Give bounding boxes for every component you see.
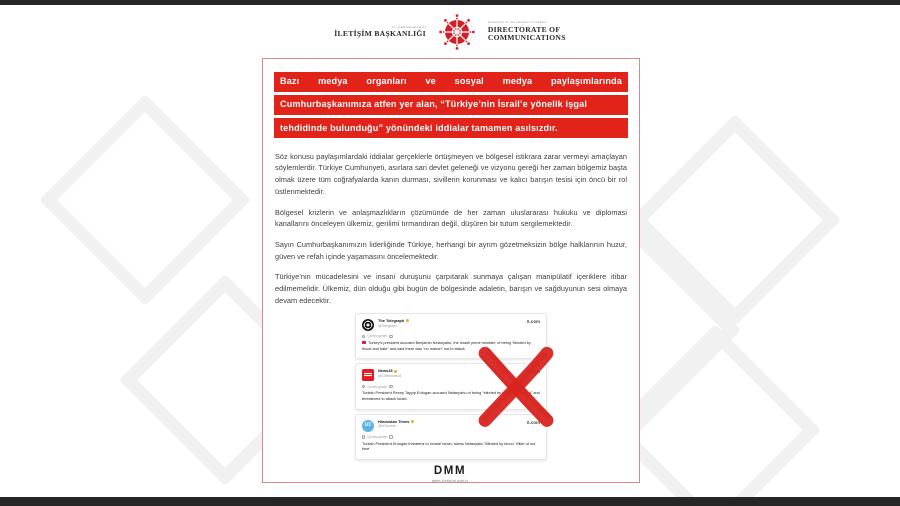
- tweet-source-label: X.com: [526, 419, 540, 425]
- hindustan-times-logo-icon: [362, 420, 374, 432]
- globe-icon: [389, 335, 392, 338]
- letterbox-bar-bottom: [0, 497, 900, 506]
- tweet-display-name: The Telegraph: [378, 319, 517, 323]
- logo-right-name-line1: DIRECTORATE OF: [487, 24, 561, 34]
- globe-icon: [389, 435, 392, 438]
- logo-right-name: [488, 26, 566, 42]
- tweet-card: [355, 414, 547, 460]
- tweet-body-text: Turkey's president accused Benjamin Netanyahu, the Israeli prime minister, of being “blinded by blood and hate” and said there was “no reason” not to attack: [362, 340, 531, 351]
- headline-word: Bazı: [280, 76, 300, 87]
- statement-paragraph: Sayın Cumhurbaşkanımızın liderliğinde Türkiye, herhangi bir ayrım gözetmeksizin bölge halklarının huzur, güven ve refah içinde yaşamasını öncelemektedir.: [275, 239, 627, 261]
- tweet-display-name: Hindustan Times: [378, 420, 517, 424]
- headline-word: medya: [318, 76, 348, 87]
- globe-icon: [362, 435, 365, 438]
- translate-label: Çeviriyi göster: [367, 435, 388, 440]
- ht-monogram: HT: [364, 423, 372, 429]
- headline-line-3: tehdidinde bulunduğu” yönündeki iddialar tamamen asılsızdır.: [274, 118, 628, 138]
- translate-label: Çeviriyi göster: [367, 334, 388, 339]
- headline-word: medya: [502, 76, 533, 87]
- statement-paragraph: Söz konusu paylaşımlardaki iddialar gerçeklerle örtüşmeyen ve bölgesel istikrara zarar vermeyi amaçlayan söylemlerdir. Türkiye Cumhuriyeti, asırlara sari devlet geleneği ve vizyonu gereği her zaman bölgemiz başta olmak üzere tüm coğrafyalarda kanın durması, sivillerin korunması ve kalıcı barışın tesisi için öncü bir rol üstlenmektedir.: [275, 151, 627, 197]
- letterbox-bar-top: [0, 0, 900, 5]
- dmm-url: dmm.iletisim.gov.tr: [431, 479, 469, 483]
- watermark-chevron: [39, 94, 251, 306]
- verified-badge-icon: [406, 319, 409, 322]
- tweet-source-label: X.com: [526, 318, 540, 324]
- tweet-handle: @CNNnews18: [378, 374, 402, 379]
- tweet-translate-row[interactable]: [362, 334, 540, 338]
- tweet-account: [378, 319, 517, 328]
- tweet-header: [362, 420, 540, 432]
- turkish-presidency-sun-emblem-icon: [437, 12, 477, 52]
- headline-line-2: Cumhurbaşkanımıza atfen yer alan, “Türkiye’nin İsrail’e yönelik işgal: [274, 95, 628, 115]
- statement-paragraph: Bölgesel krizlerin ve anlaşmazlıkların çözümünde de her zaman uluslararası hukuku ve diplomasi kanallarını önceleyen ülkemiz, gerilimi tırmandıran değil, düşüren bir tutum sergilemektedir.: [275, 207, 627, 229]
- tweet-handle: @htTweets: [378, 424, 396, 429]
- watermark-chevron: [629, 114, 841, 326]
- tweet-account: [378, 369, 517, 378]
- logo-right-superscript: PRESIDENCY OF THE REPUBLIC OF TÜRKİYE: [487, 21, 547, 25]
- globe-icon: [362, 335, 365, 338]
- tweet-source-label: X.com: [526, 369, 540, 375]
- statement-body: [263, 142, 639, 307]
- breaking-news-bullet-icon: [362, 341, 366, 344]
- tweet-translate-row[interactable]: [362, 435, 540, 439]
- globe-icon: [362, 385, 365, 388]
- tweet-body-text: Turkish President Recep Tayyip Erdogan accused Netanyahu of being “blinded by blood and hatred” and threatened to attack Israel.: [362, 391, 540, 401]
- headline-word: ve: [425, 76, 436, 87]
- logo-left-name: İLETİŞİM BAŞKANLIĞI: [334, 28, 426, 38]
- dmm-wordmark: DMM: [433, 465, 467, 477]
- footer-brand: [0, 466, 900, 483]
- headline-block: [263, 59, 639, 138]
- statement-card: [262, 58, 640, 483]
- tweet-body-text: Turkish President Erdogan threatens to invade Israel, slams Netanyahu 'Blinded by blood, Hitler of our time': [362, 441, 536, 452]
- logo-left-superscript: T.C. CUMHURBAŞKANLIĞI: [391, 25, 426, 29]
- headline-word: sosyal: [454, 76, 484, 87]
- tweet-card: [355, 363, 547, 409]
- verified-badge-icon: [394, 370, 397, 373]
- statement-paragraph: Türkiye’nin mücadelesini ve insani duruşunu çarpıtarak sunmaya çalışan manipülatif içeriklere itibar edilmemelidir. Ülkemiz, dün olduğu gibi bugün de bölgesinde adaletin, barışın ve sağduyunun sesi olmaya devam edecektir.: [275, 272, 627, 305]
- telegraph-logo-icon: [362, 319, 374, 331]
- tweet-display-name: News18: [378, 369, 517, 373]
- headline-word: paylaşımlarında: [550, 76, 622, 87]
- translate-label: Çeviriyi göster: [367, 384, 388, 389]
- headline-line-1: [274, 72, 628, 92]
- tweet-card: [355, 313, 547, 359]
- logo-right-name-line2: COMMUNICATIONS: [487, 32, 566, 42]
- verified-badge-icon: [411, 420, 414, 423]
- tweet-translate-row[interactable]: [362, 385, 540, 389]
- logo-left-turkish: [334, 27, 426, 38]
- tweet-account: [378, 420, 517, 429]
- evidence-screenshot-stack: [355, 313, 547, 460]
- tweet-handle: @Telegraph: [378, 323, 397, 328]
- tweet-header: [362, 369, 540, 381]
- tweet-header: [362, 319, 540, 331]
- globe-icon: [389, 385, 392, 388]
- headline-word: organları: [366, 76, 407, 87]
- news18-logo-icon: [362, 369, 374, 381]
- logo-right-english: [488, 22, 566, 42]
- header-logo-lockup: [0, 12, 900, 52]
